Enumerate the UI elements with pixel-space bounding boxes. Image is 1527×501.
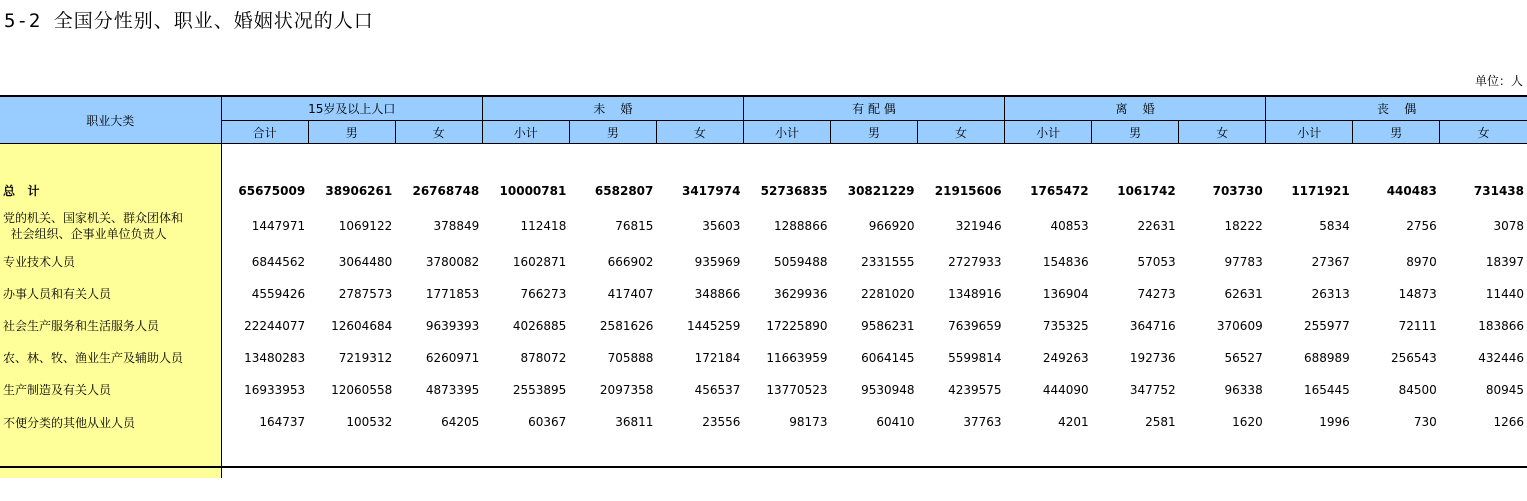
table-cell: 6260971	[425, 351, 480, 365]
table-cell: 13480283	[244, 351, 306, 365]
sub-header: 男	[569, 121, 656, 144]
table-cell: 60367	[528, 415, 567, 429]
group-header: 有 配 偶	[743, 96, 1004, 121]
table-cell: 7219312	[338, 351, 393, 365]
sub-header: 男	[1353, 121, 1440, 144]
table-cell: 183866	[1478, 319, 1524, 333]
row-label: 生产制造及有关人员	[0, 374, 221, 406]
group-header: 丧 偶	[1266, 96, 1527, 121]
sub-header: 小计	[1005, 121, 1092, 144]
sub-header: 小计	[743, 121, 830, 144]
table-cell: 731438	[1473, 184, 1524, 198]
table-cell: 6582807	[594, 184, 654, 198]
table-cell: 255977	[1303, 319, 1350, 333]
row-label: 不便分类的其他从业人员	[0, 406, 221, 478]
row-label: 社会生产服务和生活服务人员	[0, 310, 221, 342]
table-cell: 64205	[441, 415, 480, 429]
table-cell: 40853	[1050, 219, 1089, 233]
header-sub-row	[0, 121, 1527, 144]
table-cell: 22244077	[244, 319, 306, 333]
table-cell: 18222	[1224, 219, 1263, 233]
table-cell: 1445259	[686, 319, 741, 333]
table-cell: 3780082	[425, 255, 480, 269]
table-cell: 6064145	[861, 351, 915, 365]
table-cell: 97783	[1224, 255, 1263, 269]
table-cell: 1069122	[338, 219, 393, 233]
table-cell: 37763	[963, 415, 1002, 429]
table-cell: 17225890	[766, 319, 828, 333]
table-cell: 1348916	[948, 287, 1002, 301]
table-cell: 136904	[1042, 287, 1089, 301]
table-cell: 5599814	[948, 351, 1002, 365]
table-cell: 3064480	[338, 255, 393, 269]
group-header: 未 婚	[482, 96, 743, 121]
spacer-row	[0, 144, 1527, 177]
table-cell: 1447971	[251, 219, 306, 233]
table-row	[0, 278, 1527, 310]
table-cell: 5059488	[774, 255, 828, 269]
table-cell: 2097358	[599, 383, 654, 397]
table-cell: 74273	[1137, 287, 1176, 301]
table-cell: 21915606	[934, 184, 1002, 198]
table-cell: 7639659	[948, 319, 1002, 333]
table-cell: 38906261	[325, 184, 393, 198]
table-cell: 1171921	[1291, 184, 1350, 198]
table-cell: 27367	[1311, 255, 1350, 269]
row-label-header: 职业大类	[0, 96, 221, 144]
sub-header: 男	[308, 121, 395, 144]
table-cell: 60410	[876, 415, 915, 429]
table-cell: 688989	[1303, 351, 1350, 365]
table-cell: 1266	[1493, 415, 1524, 429]
table-cell: 4559426	[251, 287, 306, 301]
table-cell: 935969	[694, 255, 741, 269]
table-cell: 666902	[607, 255, 654, 269]
table-cell: 4873395	[425, 383, 480, 397]
table-cell: 18397	[1485, 255, 1524, 269]
table-cell: 4239575	[948, 383, 1002, 397]
table-cell: 249263	[1042, 351, 1089, 365]
table-cell: 35603	[702, 219, 741, 233]
table-cell: 2281020	[861, 287, 915, 301]
table-cell: 3629936	[774, 287, 828, 301]
table-cell: 705888	[607, 351, 654, 365]
table-row	[0, 246, 1527, 278]
table-body	[0, 144, 1527, 479]
table-cell: 80945	[1485, 383, 1524, 397]
table-cell: 11440	[1485, 287, 1524, 301]
sub-header: 男	[830, 121, 917, 144]
sub-header: 小计	[1266, 121, 1353, 144]
table-cell: 23556	[702, 415, 741, 429]
table-cell: 76815	[615, 219, 654, 233]
table-cell: 1288866	[774, 219, 828, 233]
table-cell: 3417974	[681, 184, 741, 198]
table-cell: 52736835	[760, 184, 828, 198]
unit-label: 单位：人	[1474, 74, 1523, 88]
row-label: 专业技术人员	[0, 246, 221, 278]
table-cell: 12604684	[331, 319, 393, 333]
table-row	[0, 176, 1527, 206]
sub-header: 合计	[221, 121, 308, 144]
table-cell: 13770523	[766, 383, 828, 397]
sub-header: 女	[918, 121, 1005, 144]
table-cell: 112418	[520, 219, 567, 233]
table-cell: 2756	[1406, 219, 1437, 233]
table-cell: 96338	[1224, 383, 1263, 397]
table-cell: 2331555	[861, 255, 915, 269]
table-cell: 730	[1413, 415, 1437, 429]
table-cell: 256543	[1391, 351, 1437, 365]
table-row	[0, 342, 1527, 374]
table-cell: 364716	[1129, 319, 1176, 333]
table-cell: 8970	[1406, 255, 1437, 269]
sub-header: 女	[1440, 121, 1527, 144]
page-title: 5-2 全国分性别、职业、婚姻状况的人口	[4, 10, 374, 32]
table-cell: 2581626	[599, 319, 654, 333]
table-cell: 735325	[1042, 319, 1089, 333]
table-cell: 417407	[607, 287, 654, 301]
table-cell: 966920	[868, 219, 915, 233]
table-cell: 1620	[1232, 415, 1263, 429]
table-cell: 100532	[346, 415, 393, 429]
table-cell: 2727933	[948, 255, 1002, 269]
table-bottom-border	[0, 466, 1527, 468]
table-cell: 165445	[1303, 383, 1350, 397]
table-cell: 22631	[1137, 219, 1176, 233]
sub-header: 男	[1092, 121, 1179, 144]
table-cell: 98173	[789, 415, 828, 429]
group-header: 15岁及以上人口	[221, 96, 482, 121]
table-cell: 62631	[1224, 287, 1263, 301]
table-cell: 4026885	[512, 319, 567, 333]
table-cell: 12060558	[331, 383, 393, 397]
table-cell: 56527	[1224, 351, 1263, 365]
table-cell: 11663959	[766, 351, 828, 365]
table-cell: 14873	[1398, 287, 1437, 301]
table-cell: 172184	[694, 351, 741, 365]
table-row	[0, 310, 1527, 342]
table-cell: 192736	[1129, 351, 1176, 365]
row-label: 农、林、牧、渔业生产及辅助人员	[0, 342, 221, 374]
table-cell: 878072	[520, 351, 567, 365]
table-cell: 378849	[433, 219, 480, 233]
table-cell: 456537	[694, 383, 741, 397]
table-cell: 4201	[1058, 415, 1089, 429]
table-cell: 16933953	[244, 383, 306, 397]
sub-header: 女	[1179, 121, 1266, 144]
table-row	[0, 206, 1527, 246]
sub-header: 女	[395, 121, 482, 144]
table-cell: 347752	[1129, 383, 1176, 397]
table-cell: 348866	[694, 287, 741, 301]
table-cell: 72111	[1398, 319, 1437, 333]
table-cell: 84500	[1398, 383, 1437, 397]
table-cell: 5834	[1319, 219, 1350, 233]
table-cell: 2553895	[512, 383, 567, 397]
table-cell: 65675009	[238, 184, 306, 198]
table-cell: 1996	[1319, 415, 1350, 429]
population-table	[0, 95, 1527, 478]
table-cell: 30821229	[847, 184, 915, 198]
table-cell: 1765472	[1030, 184, 1089, 198]
table-cell: 1771853	[425, 287, 480, 301]
sub-header: 小计	[482, 121, 569, 144]
table-cell: 26313	[1311, 287, 1350, 301]
table-cell: 57053	[1137, 255, 1176, 269]
table-cell: 1602871	[512, 255, 567, 269]
row-label: 党的机关、国家机关、群众团体和 社会组织、企事业单位负责人	[0, 206, 221, 246]
group-header: 离 婚	[1005, 96, 1266, 121]
table-cell: 432446	[1478, 351, 1524, 365]
table-cell: 10000781	[499, 184, 567, 198]
table-cell: 9639393	[425, 319, 480, 333]
table-cell: 26768748	[412, 184, 480, 198]
table-cell: 2581	[1145, 415, 1176, 429]
table-cell: 440483	[1386, 184, 1437, 198]
row-label: 办事人员和有关人员	[0, 278, 221, 310]
table-cell: 444090	[1042, 383, 1089, 397]
table-cell: 3078	[1493, 219, 1524, 233]
table-cell: 9530948	[861, 383, 915, 397]
table-cell: 154836	[1042, 255, 1089, 269]
table-cell: 321946	[955, 219, 1002, 233]
table-cell: 370609	[1216, 319, 1263, 333]
row-label: 总 计	[0, 176, 221, 206]
table-cell: 766273	[520, 287, 567, 301]
table-cell: 703730	[1212, 184, 1263, 198]
table-row	[0, 374, 1527, 406]
table-cell: 164737	[259, 415, 306, 429]
sub-header: 女	[656, 121, 743, 144]
header-group-row	[0, 96, 1527, 121]
table-cell: 9586231	[861, 319, 915, 333]
table-cell: 1061742	[1117, 184, 1176, 198]
table-cell: 36811	[615, 415, 654, 429]
table-cell: 2787573	[338, 287, 393, 301]
table-cell: 6844562	[251, 255, 306, 269]
